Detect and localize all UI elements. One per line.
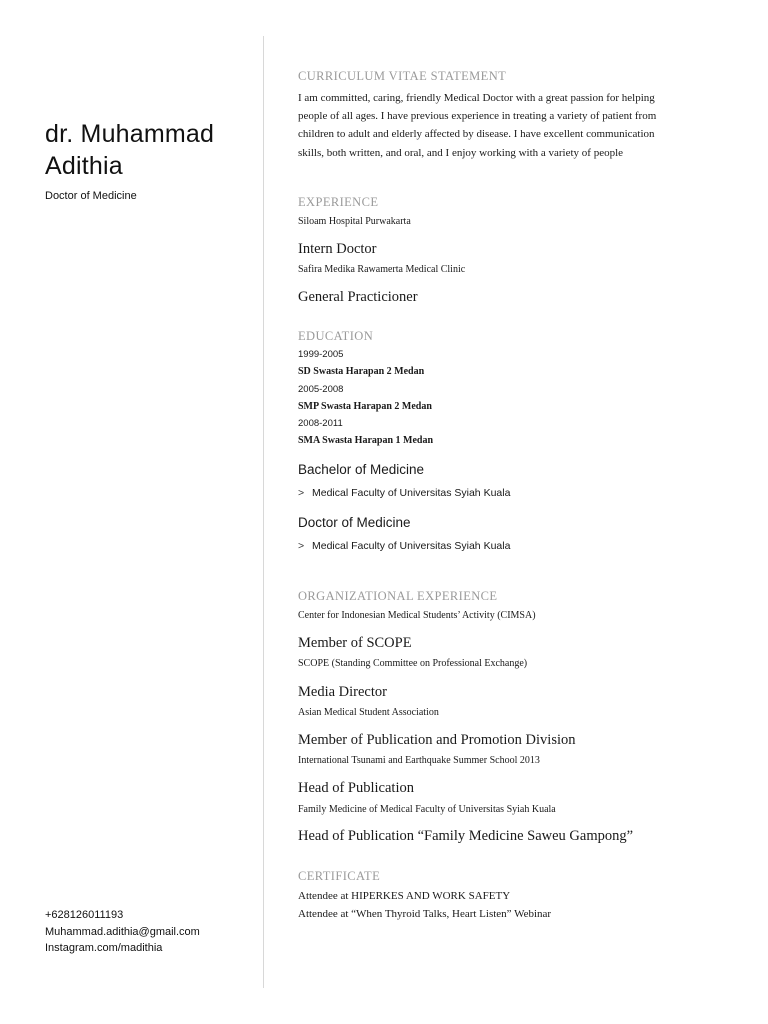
profile-title: Doctor of Medicine [45,190,137,202]
organization-name: Family Medicine of Medical Faculty of Universitas Syiah Kuala [298,804,556,815]
degree-title: Bachelor of Medicine [298,462,425,477]
education-school: SD Swasta Harapan 2 Medan [298,366,425,377]
education-school: SMP Swasta Harapan 2 Medan [298,401,432,412]
experience-org: Siloam Hospital Purwakarta [298,216,411,227]
education-years: 2005-2008 [298,384,344,395]
experience-role: General Practicioner [298,289,418,305]
organization-role: Member of SCOPE [298,635,412,651]
degree-title: Doctor of Medicine [298,515,411,530]
organizational-heading: ORGANIZATIONAL EXPERIENCE [298,589,498,603]
chevron-right-icon: > [298,540,305,552]
experience-org: Safira Medika Rawamerta Medical Clinic [298,264,466,275]
profile-name-line1: dr. Muhammad [45,120,215,148]
experience-role: Intern Doctor [298,241,377,257]
organization-name: SCOPE (Standing Committee on Professional Exchange) [298,658,528,669]
statement-line: children to adult and elderly affected by disease. I have excellent communication [298,128,655,141]
sidebar [45,0,255,1024]
degree-detail-text: Medical Faculty of Universitas Syiah Kuala [312,487,511,499]
statement-line: I am committed, caring, friendly Medical Doctor with a great passion for helping [298,92,655,104]
organization-name: International Tsunami and Earthquake Summer School 2013 [298,755,540,766]
certificate-item: Attendee at “When Thyroid Talks, Heart Listen” Webinar [298,908,552,920]
contact-phone: +628126011193 [45,909,124,921]
statement-line: skills, both written, and oral, and I enjoy working with a variety of people [298,146,624,159]
degree-detail-text: Medical Faculty of Universitas Syiah Kuala [312,540,511,552]
degree-detail [298,487,510,499]
profile-name-line2: Adithia [45,152,123,180]
organization-role: Head of Publication “Family Medicine Saweu Gampong” [298,828,634,844]
degree-detail [298,540,510,552]
education-heading: EDUCATION [298,329,374,343]
education-years: 1999-2005 [298,349,344,360]
education-years: 2008-2011 [298,418,343,429]
statement-paragraph [298,89,710,162]
column-divider [263,36,264,988]
organization-name: Center for Indonesian Medical Students’ Activity (CIMSA) [298,610,536,621]
profile-name [45,118,214,182]
certificate-item: Attendee at HIPERKES AND WORK SAFETY [298,890,511,902]
statement-line: people of all ages. I have previous experience in treating a variety of patient from [298,110,657,123]
statement-heading: CURRICULUM VITAE STATEMENT [298,69,507,83]
experience-heading: EXPERIENCE [298,195,379,209]
organization-role: Member of Publication and Promotion Division [298,732,576,748]
contact-email: Muhammad.adithia@gmail.com [45,925,200,938]
organization-name: Asian Medical Student Association [298,707,439,718]
organization-role: Media Director [298,684,387,700]
education-school: SMA Swasta Harapan 1 Medan [298,435,434,446]
organization-role: Head of Publication [298,780,414,796]
certificate-heading: CERTIFICATE [298,869,381,883]
contact-instagram: Instagram.com/madithia [45,942,163,954]
chevron-right-icon: > [298,487,305,499]
contact-block [45,907,200,957]
